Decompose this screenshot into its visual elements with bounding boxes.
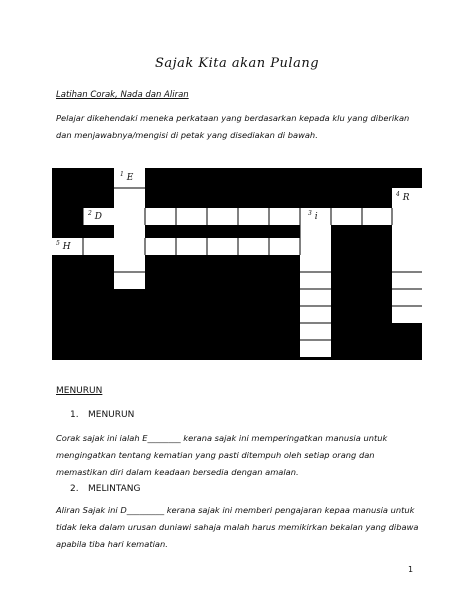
clue-label-3 — [308, 210, 318, 222]
clue-text-1: Corak sajak ini ialah E________ kerana sajak ini memperingatkan manusia untuk mengingatkan tentang kematian yang pasti ditempuh oleh setiap orang dan memastikan diri dalam keadaan bersedia dengan amalan. — [56, 433, 388, 477]
item-title: MELINTANG — [88, 484, 141, 494]
clue-text-2: Aliran Sajak ini D_________ kerana sajak ini memberi pengajaran kepaa manusia untuk tidak leka dalam urusan duniawi sahaja malah harus memikirkan bekalan yang dibawa apabila tiba hari kematian. — [56, 505, 419, 549]
clue-letter: D — [94, 212, 102, 222]
clue-label-1 — [120, 171, 133, 183]
item-title: MENURUN — [88, 410, 135, 420]
clue-letter: H — [62, 242, 71, 252]
clue-letter: i — [314, 212, 318, 222]
exercise-subtitle: Latihan Corak, Nada dan Aliran — [56, 90, 189, 100]
clue-number: 4 — [396, 191, 400, 198]
item-number: 1. — [70, 410, 79, 420]
page-number: 1 — [408, 565, 414, 574]
item-heading-2 — [70, 484, 141, 494]
instructions: Pelajar dikehendaki meneka perkataan yang berdasarkan kepada klu yang diberikan dan menjawabnya/mengisi di petak yang disediakan di bawah. — [56, 113, 410, 140]
crossword-grid — [52, 168, 422, 360]
clue-number: 2 — [88, 210, 92, 217]
item-number: 2. — [70, 484, 79, 494]
clue-label-5 — [56, 240, 71, 252]
clue-label-2 — [88, 210, 102, 222]
clue-number: 3 — [308, 210, 312, 217]
clue-label-4 — [396, 191, 409, 203]
clue-number: 1 — [120, 171, 124, 178]
page-title: Sajak Kita akan Pulang — [154, 56, 320, 71]
clue-letter: R — [402, 193, 410, 203]
section-heading: MENURUN — [56, 386, 103, 396]
clue-letter: E — [126, 173, 134, 183]
clue-number: 5 — [56, 240, 60, 247]
item-heading-1 — [70, 410, 134, 420]
crossword-lines — [52, 168, 422, 360]
